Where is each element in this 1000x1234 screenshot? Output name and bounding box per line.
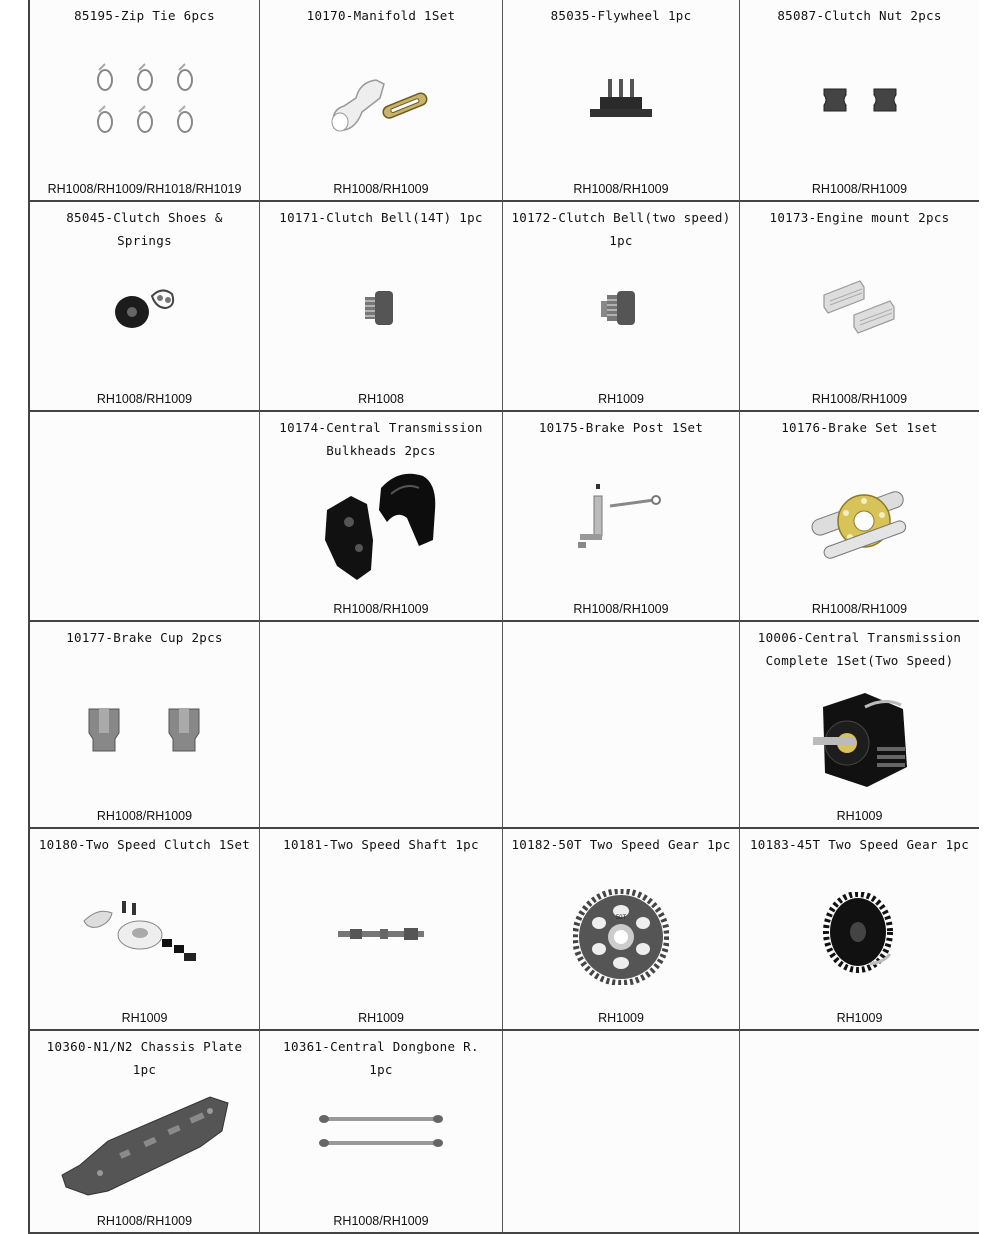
part-model: RH1008/RH1009 [333,182,429,196]
clutch-shoes-icon [30,277,259,337]
zip-tie-icon [30,55,259,145]
part-model: RH1008/RH1009 [333,602,429,616]
clutch-bell-icon [260,282,502,332]
part-cell-chassis-plate[interactable] [30,1031,260,1234]
flywheel-icon [503,70,739,130]
part-cell-brake-post[interactable] [503,412,740,622]
brake-post-icon [503,477,739,557]
part-model: RH1009 [598,1011,644,1025]
part-title: 10181-Two Speed Shaft 1pc [283,837,479,852]
part-model: RH1008/RH1009 [96,392,193,406]
part-cell-flywheel[interactable] [503,0,740,202]
empty-cell [30,412,260,622]
part-model: RH1009 [121,1011,168,1025]
chassis-plate-icon [30,1086,259,1206]
dogbone-icon [260,1106,502,1156]
part-title: 10172-Clutch Bell(two speed) 1pc [511,210,731,248]
part-title: 85195-Zip Tie 6pcs [74,8,215,23]
part-title: 10361-Central Dongbone R. 1pc [283,1039,479,1077]
part-title: 10180-Two Speed Clutch 1Set [38,837,251,852]
part-model: RH1009 [358,1011,404,1025]
part-model: RH1009 [598,392,644,406]
two-speed-clutch-icon [30,894,259,984]
gear-label: 50T [615,915,627,921]
empty-cell [503,1031,740,1234]
part-title: 10360-N1/N2 Chassis Plate 1pc [46,1039,243,1077]
part-model: RH1008/RH1009 [811,182,908,196]
part-cell-50t-gear[interactable] [503,829,740,1031]
part-cell-transmission-complete[interactable] [740,622,979,829]
shaft-icon [260,919,502,949]
part-model: RH1008/RH1009 [811,392,908,406]
brake-set-icon [740,472,979,567]
empty-cell [740,1031,979,1234]
part-model: RH1008/RH1009 [96,809,193,823]
part-model: RH1008 [358,392,404,406]
part-title: 85087-Clutch Nut 2pcs [777,8,942,23]
transmission-complete-icon [740,682,979,802]
part-cell-two-speed-clutch[interactable] [30,829,260,1031]
part-model: RH1008/RH1009 [573,602,669,616]
part-cell-clutch-shoes[interactable] [30,202,260,412]
part-title: 10182-50T Two Speed Gear 1pc [511,837,731,852]
clutch-nut-icon [740,80,979,120]
part-cell-45t-gear[interactable] [740,829,979,1031]
part-title: 10171-Clutch Bell(14T) 1pc [279,210,483,225]
part-title: 10173-Engine mount 2pcs [769,210,950,225]
part-title: 10183-45T Two Speed Gear 1pc [749,837,970,852]
part-cell-zip-tie[interactable] [30,0,260,202]
part-title: 10177-Brake Cup 2pcs [66,630,223,645]
part-cell-clutch-bell[interactable] [260,202,503,412]
bulkhead-icon [260,467,502,587]
part-cell-engine-mount[interactable] [740,202,979,412]
part-title: 10176-Brake Set 1set [781,420,938,435]
part-cell-manifold[interactable] [260,0,503,202]
part-title: 85045-Clutch Shoes & Springs [66,210,223,248]
part-model: RH1008/RH1009 [811,602,908,616]
parts-grid [28,0,977,1234]
part-model: RH1009 [836,809,883,823]
part-cell-brake-cup[interactable] [30,622,260,829]
empty-cell [260,622,503,829]
part-cell-brake-set[interactable] [740,412,979,622]
part-cell-two-speed-shaft[interactable] [260,829,503,1031]
part-title: 10174-Central Transmission Bulkheads 2pcs [279,420,483,458]
part-cell-clutch-bell-two-speed[interactable] [503,202,740,412]
part-title: 10175-Brake Post 1Set [538,420,704,435]
part-title: 85035-Flywheel 1pc [550,8,692,23]
empty-cell [503,622,740,829]
part-title: 10170-Manifold 1Set [306,8,456,23]
engine-mount-icon [740,272,979,337]
part-model: RH1008/RH1009/RH1018/RH1019 [47,182,242,196]
gear-45t-icon [740,889,979,984]
part-cell-dogbone[interactable] [260,1031,503,1234]
brake-cup-icon [30,700,259,760]
part-cell-clutch-nut[interactable] [740,0,979,202]
clutch-bell-two-speed-icon [503,282,739,332]
part-model: RH1008/RH1009 [333,1214,429,1228]
part-model: RH1009 [836,1011,883,1025]
manifold-icon [260,65,502,140]
part-model: RH1008/RH1009 [573,182,669,196]
gear-50t-icon [503,887,739,987]
part-model: RH1008/RH1009 [96,1214,193,1228]
part-title: 10006-Central Transmission Complete 1Set(Two Speed) [757,630,962,668]
part-cell-bulkheads[interactable] [260,412,503,622]
